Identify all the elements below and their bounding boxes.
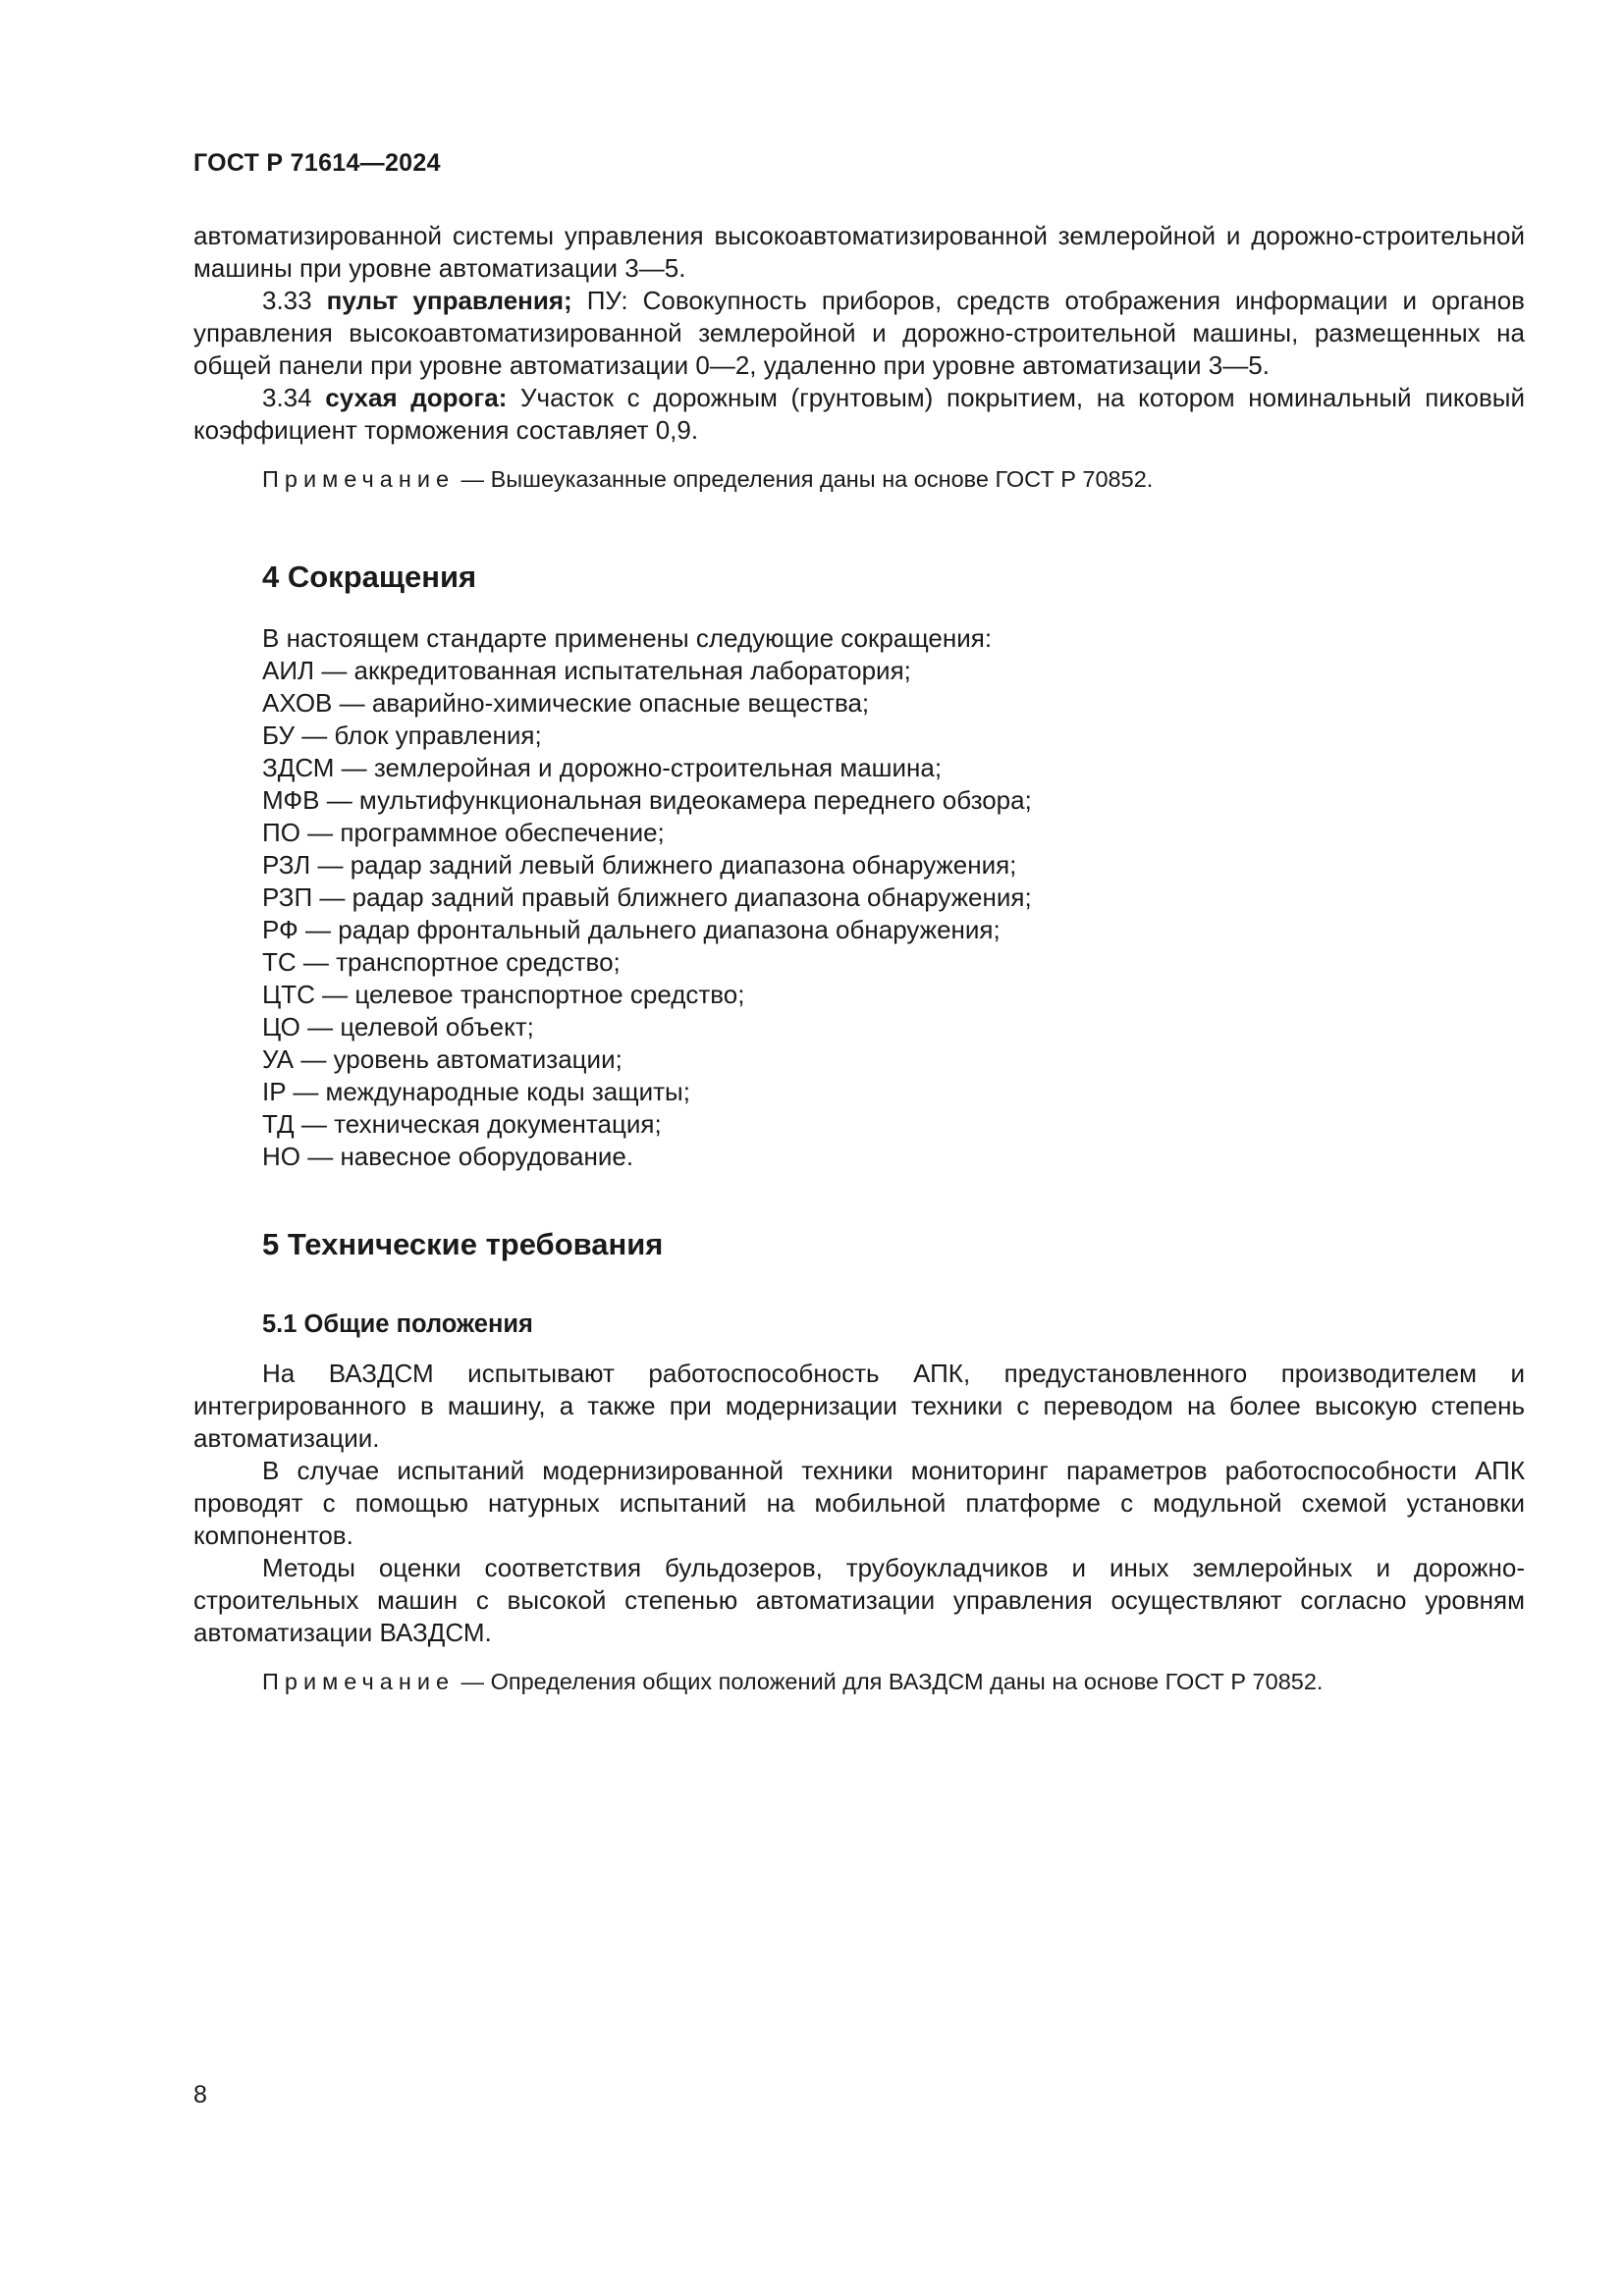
term-name: пульт управления;	[326, 286, 572, 315]
abbreviation-item: РФ — радар фронтальный дальнего диапазона обнаружения;	[262, 915, 1001, 944]
abbreviation-item: ЗДСМ — землеройная и дорожно-строительная машина;	[262, 753, 943, 782]
abbreviation-item: ЦТС — целевое транспортное средство;	[262, 980, 745, 1009]
paragraph: На ВАЗДСМ испытывают работоспособность АПК, предустановленного производителем и интегрированного в машину, а также при модернизации техники с переводом на более высокую степень автоматизации.	[193, 1359, 1525, 1453]
page-number: 8	[193, 2081, 207, 2109]
note-label: Примечание	[262, 466, 456, 492]
abbreviation-item: МФВ — мультифункциональная видеокамера переднего обзора;	[262, 785, 1032, 815]
abbreviations-list	[262, 622, 1440, 1173]
note	[262, 464, 1525, 494]
section-3-block	[193, 220, 1525, 494]
term-3-34	[193, 382, 1525, 447]
term-name: сухая дорога:	[325, 383, 508, 412]
abbreviation-item: БУ — блок управления;	[262, 721, 542, 750]
note	[262, 1667, 1525, 1696]
note-label: Примечание	[262, 1669, 456, 1694]
abbreviation-item: ТД — техническая документация;	[262, 1109, 662, 1139]
abbreviation-item: ЦО — целевой объект;	[262, 1012, 534, 1041]
abbreviation-item: РЗП — радар задний правый ближнего диапазона обнаружения;	[262, 882, 1032, 912]
term-definition: ПУ: Совокупность приборов, средств отображения информации и органов управления высокоавтоматизированной землеройной и дорожно-строительной машины, размещенных на общей панели при уровне автоматизации 0—2, удаленно при уровне автоматизации 3—5.	[193, 286, 1525, 380]
abbreviation-item: РЗЛ — радар задний левый ближнего диапазона обнаружения;	[262, 850, 1017, 880]
abbreviation-item: ТС — транспортное средство;	[262, 947, 621, 977]
abbreviation-item: УА — уровень автоматизации;	[262, 1044, 623, 1074]
abbreviation-item: ПО — программное обеспечение;	[262, 818, 665, 847]
term-number: 3.34	[262, 383, 312, 412]
term-3-33	[193, 285, 1525, 382]
paragraph: Методы оценки соответствия бульдозеров, трубоукладчиков и иных землеройных и дорожно-строительных машин с высокой степенью автоматизации управления осуществляют согласно уровням автоматизации ВАЗДСМ.	[193, 1553, 1525, 1647]
abbreviation-item: IP — международные коды защиты;	[262, 1077, 690, 1106]
note-text: — Определения общих положений для ВАЗДСМ даны на основе ГОСТ Р 70852.	[455, 1669, 1324, 1694]
note-text: — Вышеуказанные определения даны на основе ГОСТ Р 70852.	[455, 466, 1154, 492]
section-4-heading: 4 Сокращения	[262, 560, 477, 594]
abbreviation-item: АИЛ — аккредитованная испытательная лаборатория;	[262, 656, 911, 685]
document-header: ГОСТ Р 71614—2024	[193, 149, 441, 177]
term-number: 3.33	[262, 286, 312, 315]
section-5-heading: 5 Технические требования	[262, 1227, 664, 1261]
abbreviations-intro: В настоящем стандарте применены следующие сокращения:	[262, 623, 993, 653]
paragraph: В случае испытаний модернизированной техники мониторинг параметров работоспособности АПК проводят с помощью натурных испытаний на мобильной платформе с модульной схемой установки компонентов.	[193, 1456, 1525, 1550]
abbreviation-item: НО — навесное оборудование.	[262, 1142, 634, 1171]
abbreviation-item: АХОВ — аварийно-химические опасные вещества;	[262, 688, 870, 718]
term-definition: Участок с дорожным (грунтовым) покрытием, на котором номинальный пиковый коэффициент торможения составляет 0,9.	[193, 383, 1525, 445]
section-5-1-block	[193, 1358, 1525, 1696]
subsection-5-1-heading: 5.1 Общие положения	[262, 1310, 533, 1338]
continuation-paragraph: автоматизированной системы управления высокоавтоматизированной землеройной и дорожно-строительной машины при уровне автоматизации 3—5.	[193, 221, 1525, 283]
